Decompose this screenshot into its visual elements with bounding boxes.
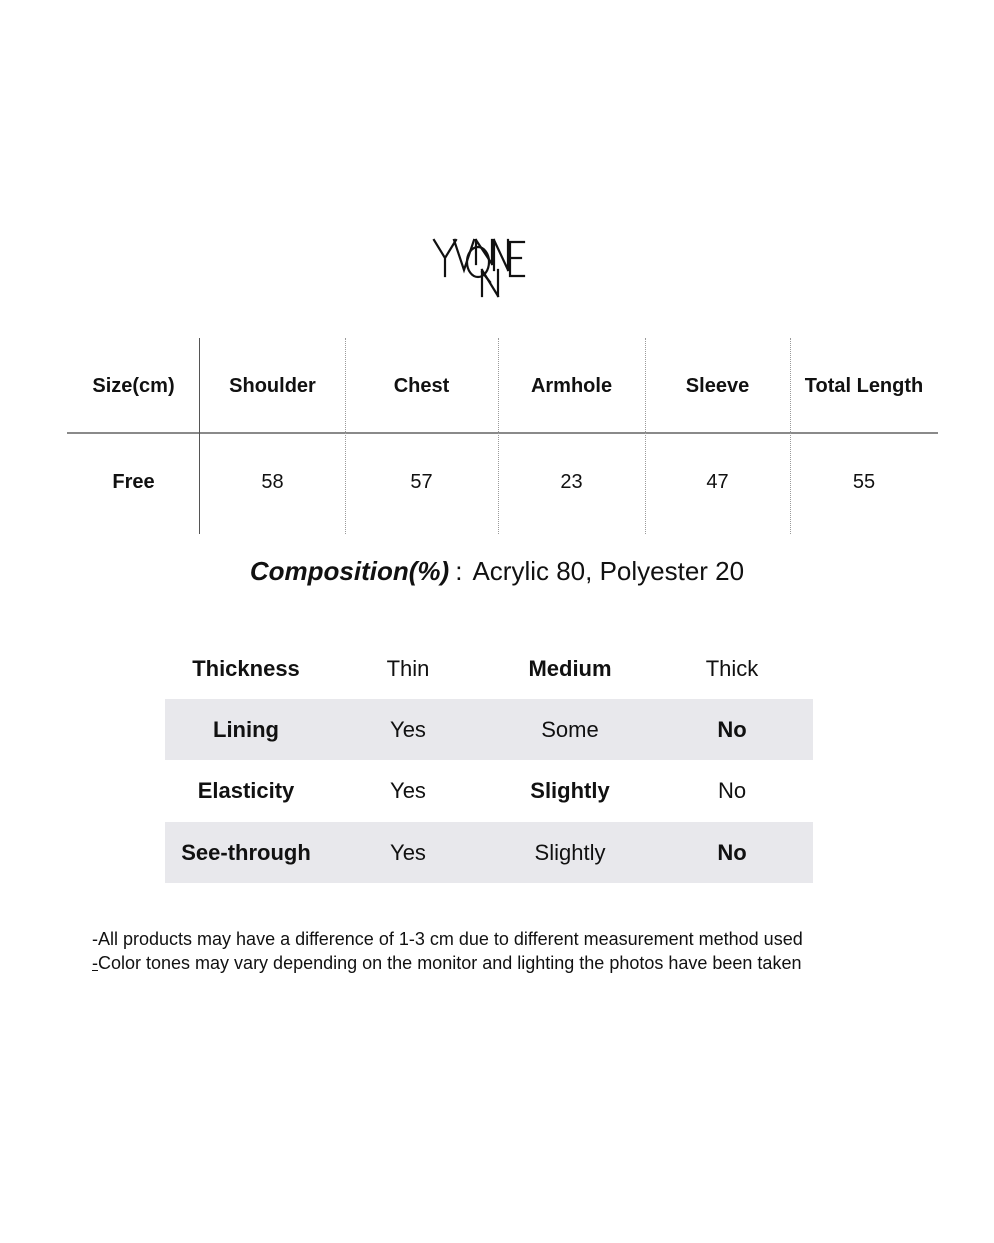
value-armhole: 23 xyxy=(560,470,583,493)
fabric-option: No xyxy=(717,839,747,865)
header-sleeve: Sleeve xyxy=(685,374,750,397)
fabric-table xyxy=(165,638,813,883)
fabric-option: No xyxy=(717,777,747,803)
size-table-header-row xyxy=(67,338,938,434)
note-line-1: -All products may have a difference of 1-3 cm due to different measurement method used xyxy=(92,929,803,949)
column-divider xyxy=(645,338,646,534)
size-free: Free xyxy=(112,470,155,493)
header-size: Size(cm) xyxy=(92,374,175,397)
fabric-option: Yes xyxy=(390,716,426,742)
header-total-length: Total Length xyxy=(804,374,924,397)
fabric-row-elasticity xyxy=(165,760,813,821)
value-shoulder: 58 xyxy=(261,470,284,493)
note-dash: - xyxy=(92,953,98,973)
fabric-label: Lining xyxy=(213,716,279,742)
fabric-option: Some xyxy=(541,716,599,742)
value-total-length: 55 xyxy=(852,470,876,493)
note-text: Color tones may vary depending on the monitor and lighting the photos have been taken xyxy=(98,953,802,973)
size-table xyxy=(67,338,938,534)
header-shoulder: Shoulder xyxy=(229,374,316,397)
column-divider xyxy=(345,338,346,534)
composition-value: Acrylic 80, Polyester 20 xyxy=(472,556,745,586)
fabric-option: Yes xyxy=(390,839,426,865)
fabric-row-see-through xyxy=(165,822,813,883)
fabric-label: Thickness xyxy=(192,655,300,681)
fabric-option: Medium xyxy=(528,655,612,681)
header-divider xyxy=(67,432,938,434)
fabric-label: See-through xyxy=(181,839,311,865)
composition xyxy=(0,556,994,587)
composition-label: Composition(%) xyxy=(249,556,450,586)
column-divider xyxy=(199,338,200,534)
value-sleeve: 47 xyxy=(706,470,729,493)
column-divider xyxy=(498,338,499,534)
fabric-option: No xyxy=(717,716,747,742)
fabric-option: Slightly xyxy=(530,777,610,803)
header-armhole: Armhole xyxy=(530,374,613,397)
fabric-option: Thick xyxy=(705,655,759,681)
header-chest: Chest xyxy=(393,374,450,397)
notes xyxy=(92,927,952,975)
value-chest: 57 xyxy=(410,470,433,493)
fabric-option: Thin xyxy=(386,655,430,681)
note-line-2 xyxy=(92,951,952,975)
brand-logo xyxy=(430,230,550,302)
column-divider xyxy=(790,338,791,534)
fabric-option: Yes xyxy=(390,777,426,803)
fabric-row-lining xyxy=(165,699,813,760)
fabric-row-thickness xyxy=(165,638,813,699)
size-table-row-free xyxy=(67,434,938,530)
composition-colon: : xyxy=(455,556,463,586)
fabric-label: Elasticity xyxy=(197,777,295,803)
fabric-option: Slightly xyxy=(534,839,606,865)
